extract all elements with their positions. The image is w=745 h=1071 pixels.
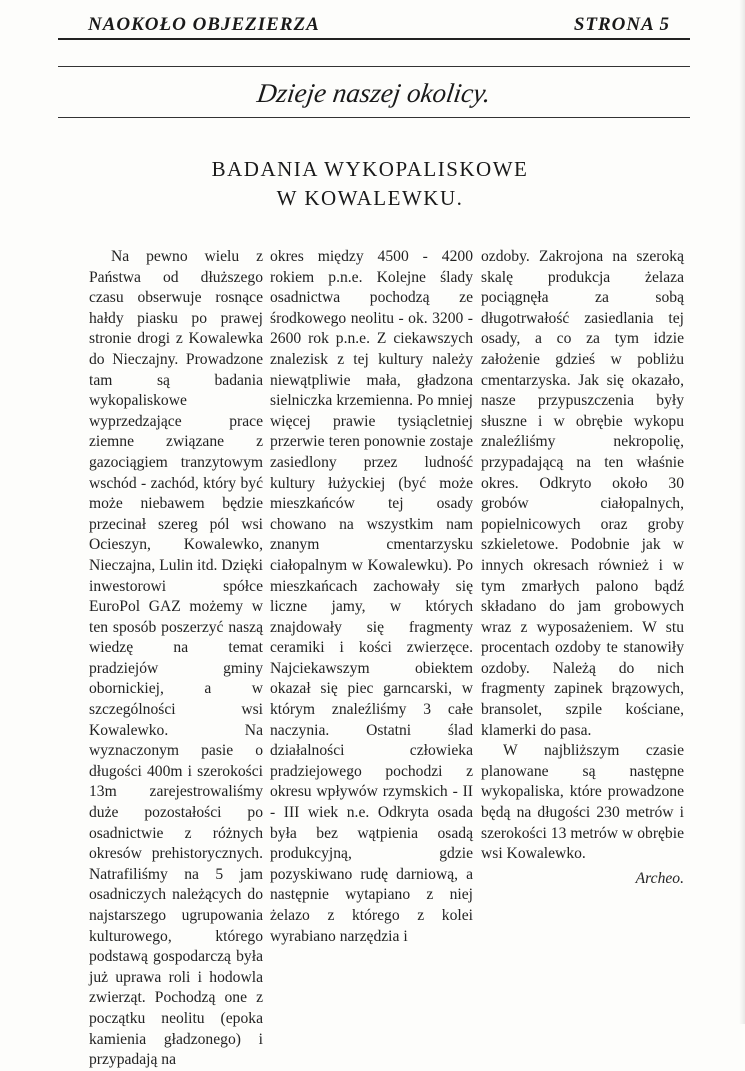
newsletter-title: NAOKOŁO OBJEZIERZA (88, 14, 320, 35)
section-banner-bottom-rule (58, 117, 690, 118)
scan-edge-shadow (739, 0, 745, 1024)
article-signature: Archeo. (635, 869, 684, 887)
article-column-3 (481, 247, 684, 889)
article-title-line-1: BADANIA WYKOPALISKOWE (211, 157, 529, 181)
article-paragraph: Na pewno wielu z Państwa od dłuższego czasu obserwuje rosnące hałdy piasku po prawej stronie drogi z Kowalewka do Nieczajny. Prowadzone tam są badania wykopaliskowe wyprzedzające prace ziemne związane z gazociągiem tranzytowym wschód - zachód, który być może niebawem będzie przecinał szereg pól wsi Ocieszyn, Kowalewko, Nieczajna, Lulin itd. Dzięki inwestorowi spółce EuroPol GAZ możemy w ten sposób poszerzyć naszą wiedzę na temat pradziejów gminy obornickiej, a w szczególności wsi Kowalewko. Na wyznaczonym pasie o długości 400m i szerokości 13m zarejestrowaliśmy duże pozostałości po osadnictwie z różnych okresów prehistorycznych. Natrafiliśmy na 5 jam osadniczych należących do najstarszego ugrupowania kulturowego, którego podstawą gospodarczą była już uprawa roli i hodowla zwierząt. Pochodzą one z początku neolitu (epoka kamienia gładzonego) i przypadają na (89, 248, 263, 1069)
header-divider (58, 38, 690, 40)
article-column-2 (270, 247, 473, 947)
section-banner-top-rule (58, 66, 690, 67)
section-banner: Dzieje naszej okolicy. (255, 78, 493, 108)
page-number: STRONA 5 (573, 14, 670, 35)
article-title-line-2: W KOWALEWKU. (276, 186, 464, 210)
article-paragraph: W najbliższym czasie planowane są następne wykopaliska, które prowadzone będą na długości 230 metrów i szerokości 13 metrów w obrębie wsi Kowalewko. (481, 742, 684, 863)
article-paragraph: okres między 4500 - 4200 rokiem p.n.e. Kolejne ślady osadnictwa pochodzą ze środkowego neolitu - ok. 3200 - 2600 rok p.n.e. Z ciekawszych znalezisk z tej kultury należy niewątpliwie mała, gładzona sielniczka krzemienna. Po mniej więcej prawie tysiącletniej przerwie teren ponownie zostaje zasiedlony przez ludność kultury łużyckiej (być może mieszkańców tej osady chowano na wszystkim nam znanym cmentarzysku ciałopalnym w Kowalewku). Po mieszkańcach zachowały się liczne jamy, w których znajdowały się fragmenty ceramiki i kości zwierzęce. Najciekawszym obiektem okazał się piec garncarski, w którym znaleźliśmy 3 całe naczynia. Ostatni ślad działalności człowieka pradziejowego pochodzi z okresu wpływów rzymskich - II - III wiek n.e. Odkryta osada była bez wątpienia osadą produkcyjną, gdzie pozyskiwano rudę darniową, a następnie wytapiano z niej żelazo z którego z kolei wyrabiano narzędzia i (270, 248, 473, 945)
article-title (90, 155, 650, 213)
article-column-1 (89, 247, 263, 1071)
article-paragraph: ozdoby. Zakrojona na szeroką skalę produkcja żelaza pociągnęła za sobą długotrwałość zasiedlania tej osady, a co za tym idzie założenie gdzieś w pobliżu cmentarzyska. Jak się okazało, nasze przypuszczenia były słuszne i w obrębie wykopu znaleźliśmy nekropolię, przypadającą na ten właśnie okres. Odkryto około 30 grobów ciałopalnych, popielnicowych oraz groby szkieletowe. Podobnie jak w innych okresach również i w tym zmarłych palono bądź składano do jam grobowych wraz z wyposażeniem. W stu procentach ozdoby te stanowiły ozdoby. Należą do nich fragmenty zapinek brązowych, bransolet, szpile kościane, klamerki do pasa. (481, 248, 684, 739)
